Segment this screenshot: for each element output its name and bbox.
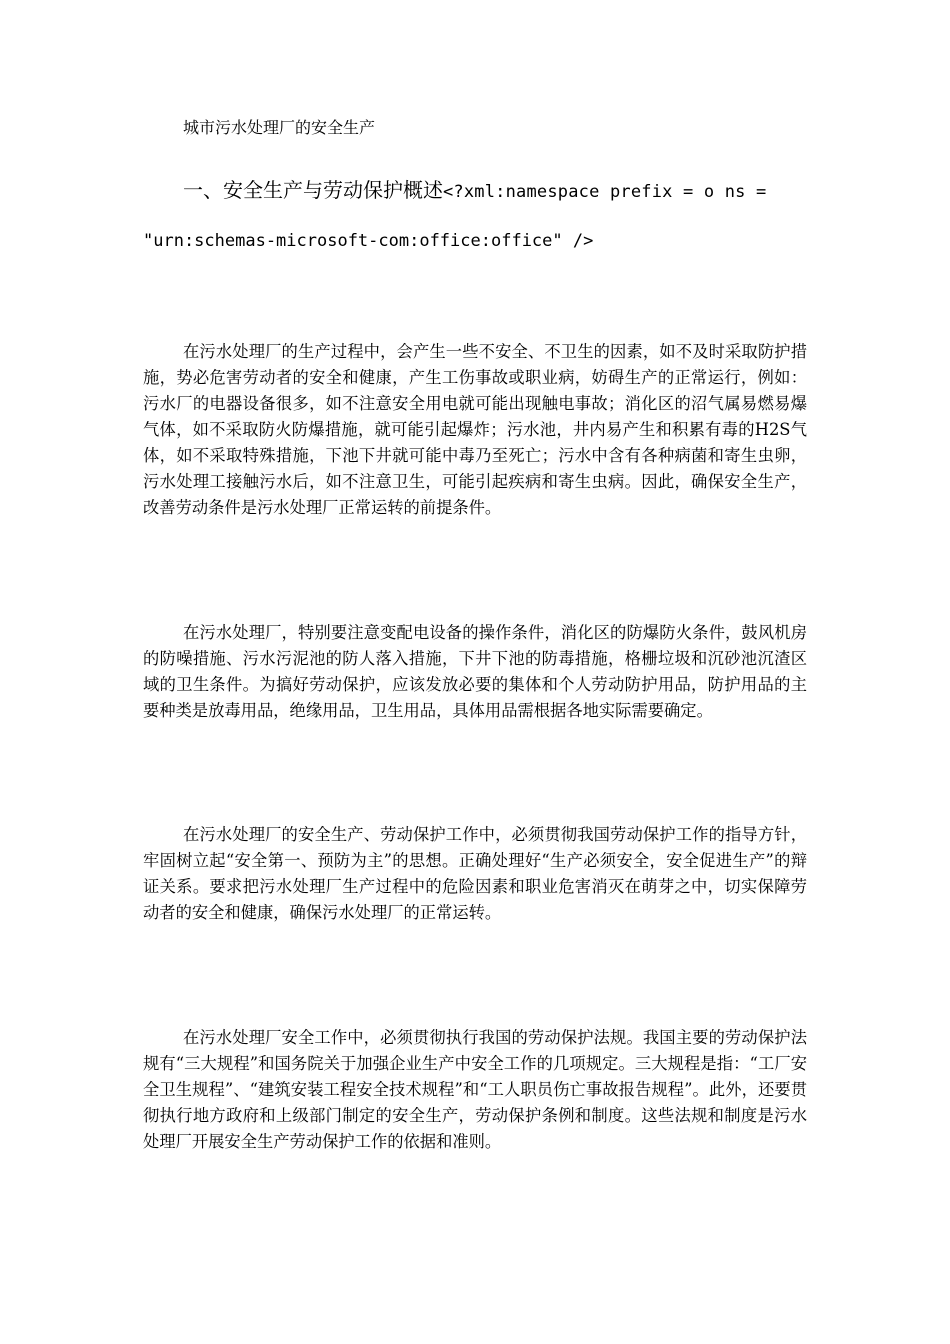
section-heading-xml-part2: "urn:schemas-microsoft-com:office:office" /> — [143, 231, 594, 251]
section-heading — [183, 176, 766, 206]
section-heading-xml-part1: <?xml:namespace prefix = o ns = — [443, 182, 767, 202]
section-heading-text: 一、安全生产与劳动保护概述 — [183, 178, 443, 202]
body-paragraph-4: 在污水处理厂安全工作中，必须贯彻执行我国的劳动保护法规。我国主要的劳动保护法规有“三大规程”和国务院关于加强企业生产中安全工作的几项规定。三大规程是指：“工厂安全卫生规程”、“建筑安装工程安全技术规程”和“工人职员伤亡事故报告规程”。此外，还要贯彻执行地方政府和上级部门制定的安全生产，劳动保护条例和制度。这些法规和制度是污水处理厂开展安全生产劳动保护工作的依据和准则。 — [143, 1028, 807, 1151]
body-paragraph-1: 在污水处理厂的生产过程中，会产生一些不安全、不卫生的因素，如不及时采取防护措施，势必危害劳动者的安全和健康，产生工伤事故或职业病，妨碍生产的正常运行，例如：污水厂的电器设备很多，如不注意安全用电就可能出现触电事故；消化区的沼气属易燃易爆气体，如不采取防火防爆措施，就可能引起爆炸；污水池，井内易产生和积累有毒的H2S气体，如不采取特殊措施，下池下井就可能中毒乃至死亡；污水中含有各种病菌和寄生虫卵，污水处理工接触污水后，如不注意卫生，可能引起疾病和寄生虫病。因此，确保安全生产，改善劳动条件是污水处理厂正常运转的前提条件。 — [143, 342, 807, 517]
document-title: 城市污水处理厂的安全生产 — [183, 118, 376, 137]
body-paragraph-2: 在污水处理厂，特别要注意变配电设备的操作条件，消化区的防爆防火条件，鼓风机房的防噪措施、污水污泥池的防人落入措施，下井下池的防毒措施，格栅垃圾和沉砂池沉渣区域的卫生条件。为搞好劳动保护，应该发放必要的集体和个人劳动防护用品，防护用品的主要种类是放毒用品，绝缘用品，卫生用品，具体用品需根据各地实际需要确定。 — [143, 623, 807, 720]
body-paragraph-3: 在污水处理厂的安全生产、劳动保护工作中，必须贯彻我国劳动保护工作的指导方针，牢固树立起“安全第一、预防为主”的思想。正确处理好“生产必须安全，安全促进生产”的辩证关系。要求把污水处理厂生产过程中的危险因素和职业危害消灭在萌芽之中，切实保障劳动者的安全和健康，确保污水处理厂的正常运转。 — [143, 825, 807, 922]
